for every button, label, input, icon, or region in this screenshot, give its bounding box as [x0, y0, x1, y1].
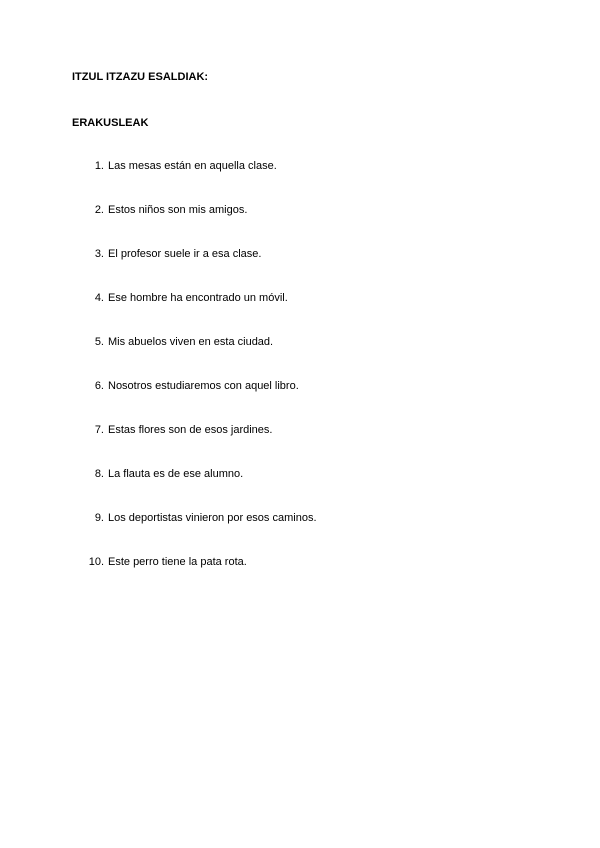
item-number: 9.: [94, 512, 104, 524]
item-text: Mis abuelos viven en esta ciudad.: [108, 336, 274, 348]
document-title: ITZUL ITZAZU ESALDIAK:: [72, 71, 209, 83]
item-number: 5.: [94, 336, 104, 348]
item-text: Ese hombre ha encontrado un móvil.: [108, 292, 288, 304]
item-number: 2.: [94, 204, 104, 216]
item-number: 7.: [94, 424, 104, 436]
item-number: 3.: [94, 248, 104, 260]
section-heading: ERAKUSLEAK: [72, 117, 149, 129]
item-text: Las mesas están en aquella clase.: [108, 160, 277, 172]
item-text: Estas flores son de esos jardines.: [108, 424, 273, 436]
item-text: Los deportistas vinieron por esos caminos.: [108, 512, 317, 524]
item-text: La flauta es de ese alumno.: [108, 468, 244, 480]
item-number: 6.: [94, 380, 104, 392]
item-text: Este perro tiene la pata rota.: [108, 556, 247, 568]
item-number: 8.: [94, 468, 104, 480]
item-text: El profesor suele ir a esa clase.: [108, 248, 262, 260]
item-number: 10.: [88, 556, 104, 568]
item-text: Estos niños son mis amigos.: [108, 204, 248, 216]
item-number: 4.: [94, 292, 104, 304]
item-text: Nosotros estudiaremos con aquel libro.: [108, 380, 299, 392]
item-number: 1.: [94, 160, 104, 172]
